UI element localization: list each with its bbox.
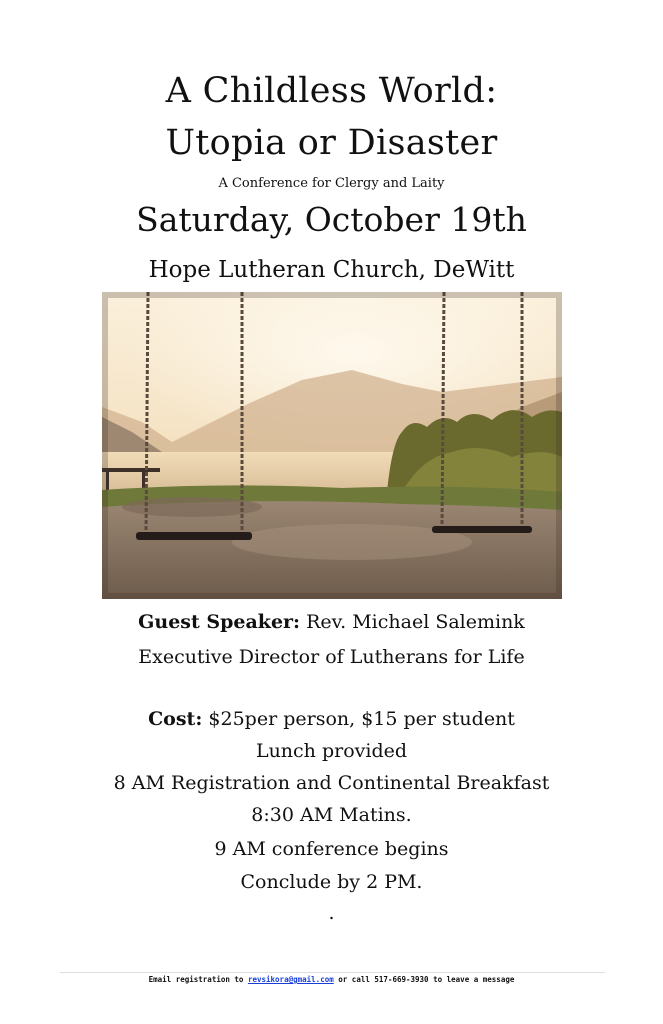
trailing-period: . (328, 902, 335, 924)
cost-value: $25per person, $15 per student (208, 708, 515, 730)
schedule-item: 8 AM Registration and Continental Breakfast (113, 772, 550, 794)
title-line-1: A Childless World: (165, 71, 498, 111)
speaker-name: Rev. Michael Salemink (306, 611, 525, 633)
footer-divider (60, 972, 605, 973)
cost-line (0, 708, 663, 730)
footer-suffix: or call 517-669-3930 to leave a message (338, 975, 515, 984)
speaker-role: Executive Director of Lutherans for Life (138, 646, 525, 668)
speaker-line (0, 611, 663, 633)
footer-contact (0, 975, 663, 984)
cost-label: Cost: (148, 708, 203, 730)
subtitle: A Conference for Clergy and Laity (218, 176, 445, 191)
venue: Hope Lutheran Church, DeWitt (148, 257, 515, 283)
schedule-item: Lunch provided (255, 740, 408, 762)
schedule-item: 8:30 AM Matins. (251, 804, 412, 826)
event-date: Saturday, October 19th (136, 200, 527, 239)
footer-prefix: Email registration to (148, 975, 244, 984)
speaker-label: Guest Speaker: (138, 611, 301, 633)
title-line-2: Utopia or Disaster (165, 123, 498, 163)
swings-photo (102, 292, 562, 599)
schedule-item: 9 AM conference begins (214, 838, 449, 860)
schedule-item: Conclude by 2 PM. (240, 871, 423, 893)
email-link[interactable]: revsikora@gmail.com (247, 975, 334, 984)
